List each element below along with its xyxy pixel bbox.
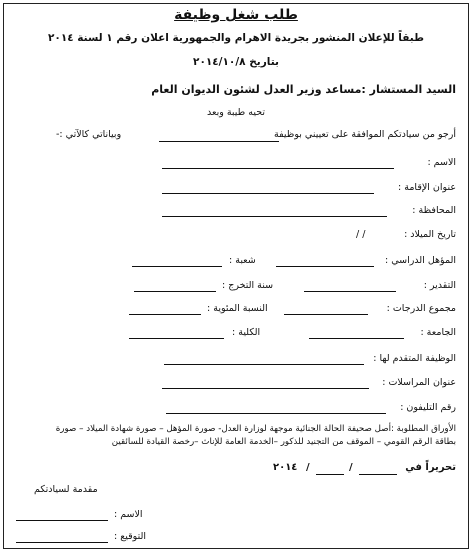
grade-blank[interactable] xyxy=(304,291,396,292)
faculty-label: الكلية : xyxy=(232,327,261,338)
percentage-blank[interactable] xyxy=(129,314,201,315)
university-label: الجامعة : xyxy=(420,327,456,338)
submitted-by-text: مقدمة لسيادتكم xyxy=(34,484,98,495)
birth-date-slashes: / / xyxy=(356,229,366,240)
graduation-year-label: سنة التخرج : xyxy=(222,280,274,291)
university-blank[interactable] xyxy=(309,338,404,339)
job-title-blank[interactable] xyxy=(159,141,279,142)
phone-label: رقم التليفون : xyxy=(400,402,456,413)
percentage-label: النسبة المئوية : xyxy=(207,303,268,314)
correspondence-address-label: عنوان المراسلات : xyxy=(382,377,456,388)
job-applied-blank[interactable] xyxy=(164,364,364,365)
governorate-label: المحافظة : xyxy=(412,205,456,216)
addressee-line: السيد المستشار :مساعد وزير العدل لشئون الديوان العام xyxy=(151,83,456,96)
form-subtitle: طبقاً للإعلان المنشور بجريدة الاهرام والجمهورية اعلان رقم ١ لسنة ٢٠١٤ xyxy=(48,32,424,44)
written-in-label: تحريراً في xyxy=(405,462,456,473)
address-label: عنوان الإقامة : xyxy=(398,182,456,193)
written-date-slash-2: / xyxy=(306,462,310,473)
name-blank[interactable] xyxy=(162,168,394,169)
correspondence-address-blank[interactable] xyxy=(162,388,369,389)
branch-label: شعبة : xyxy=(229,255,256,266)
form-title: طلب شغل وظيفة xyxy=(174,7,298,23)
job-applied-label: الوظيفة المتقدم لها : xyxy=(373,353,456,364)
signature-blank[interactable] xyxy=(16,542,108,543)
birth-date-label: تاريخ الميلاد : xyxy=(404,229,456,240)
greeting-line: تحيه طيبة وبعد xyxy=(207,107,265,118)
request-start-text: أرجو من سيادتكم الموافقة على تعييني بوظيفة xyxy=(274,129,456,140)
phone-blank[interactable] xyxy=(166,413,386,414)
written-month-blank[interactable] xyxy=(316,474,344,475)
qualification-blank[interactable] xyxy=(276,266,374,267)
required-documents-line-2: بطاقة الرقم القومي – الموقف من التجنيد للذكور –الخدمة العامة للإناث –رخصة القيادة للسائقين xyxy=(111,437,456,447)
graduation-year-blank[interactable] xyxy=(134,291,216,292)
total-marks-blank[interactable] xyxy=(284,314,368,315)
applicant-name-blank[interactable] xyxy=(16,520,108,521)
faculty-blank[interactable] xyxy=(129,338,224,339)
signature-label: التوقيع : xyxy=(114,531,146,542)
grade-label: التقدير : xyxy=(423,280,456,291)
qualification-label: المؤهل الدراسي : xyxy=(384,255,456,266)
written-year: ٢٠١٤ xyxy=(273,462,298,473)
governorate-blank[interactable] xyxy=(162,216,387,217)
applicant-name-label: الاسم : xyxy=(114,509,143,520)
written-date-slash: / xyxy=(349,462,353,473)
request-end-text: وبياناتي كالآتي :- xyxy=(56,129,122,140)
total-marks-label: مجموع الدرجات : xyxy=(386,303,456,314)
branch-blank[interactable] xyxy=(132,266,222,267)
written-day-blank[interactable] xyxy=(359,474,397,475)
required-documents-line-1: الأوراق المطلوبة :أصل صحيفة الحالة الجنائية موجهة لوزارة العدل- صورة المؤهل – صورة شهادة الميلاد – صورة xyxy=(55,424,456,434)
address-blank[interactable] xyxy=(162,193,374,194)
application-form-page xyxy=(3,3,469,549)
name-label: الاسم : xyxy=(427,157,456,168)
form-date-line: بتاريخ ٢٠١٤/١٠/٨ xyxy=(193,56,279,68)
